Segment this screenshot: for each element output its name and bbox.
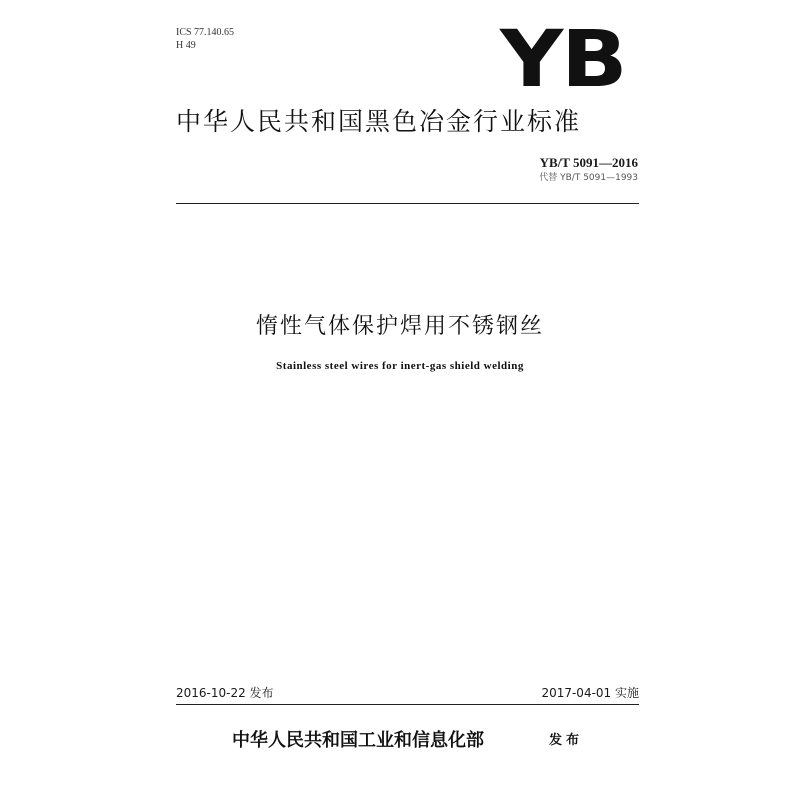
issuer-title: 中华人民共和国黑色冶金行业标准 (176, 107, 582, 136)
publisher-name: 中华人民共和国工业和信息化部 (232, 730, 484, 751)
publisher-action: 发布 (549, 733, 584, 748)
bottom-divider (176, 704, 639, 705)
top-divider (176, 203, 639, 204)
document-title-chinese: 惰性气体保护焊用不锈钢丝 (255, 314, 544, 339)
ccs-code: H 49 (176, 40, 196, 51)
standard-number: YB/T 5091—2016 (539, 155, 638, 170)
implementation-date: 2017-04-01 实施 (541, 686, 639, 700)
replaces-standard: 代替 YB/T 5091—1993 (539, 173, 638, 183)
yb-logo: YB (500, 15, 626, 105)
classification-codes (176, 26, 234, 52)
issue-date: 2016-10-22 发布 (176, 686, 274, 700)
ics-code: ICS 77.140.65 (176, 27, 235, 38)
document-title-english: Stainless steel wires for inert-gas shield welding (276, 360, 524, 372)
